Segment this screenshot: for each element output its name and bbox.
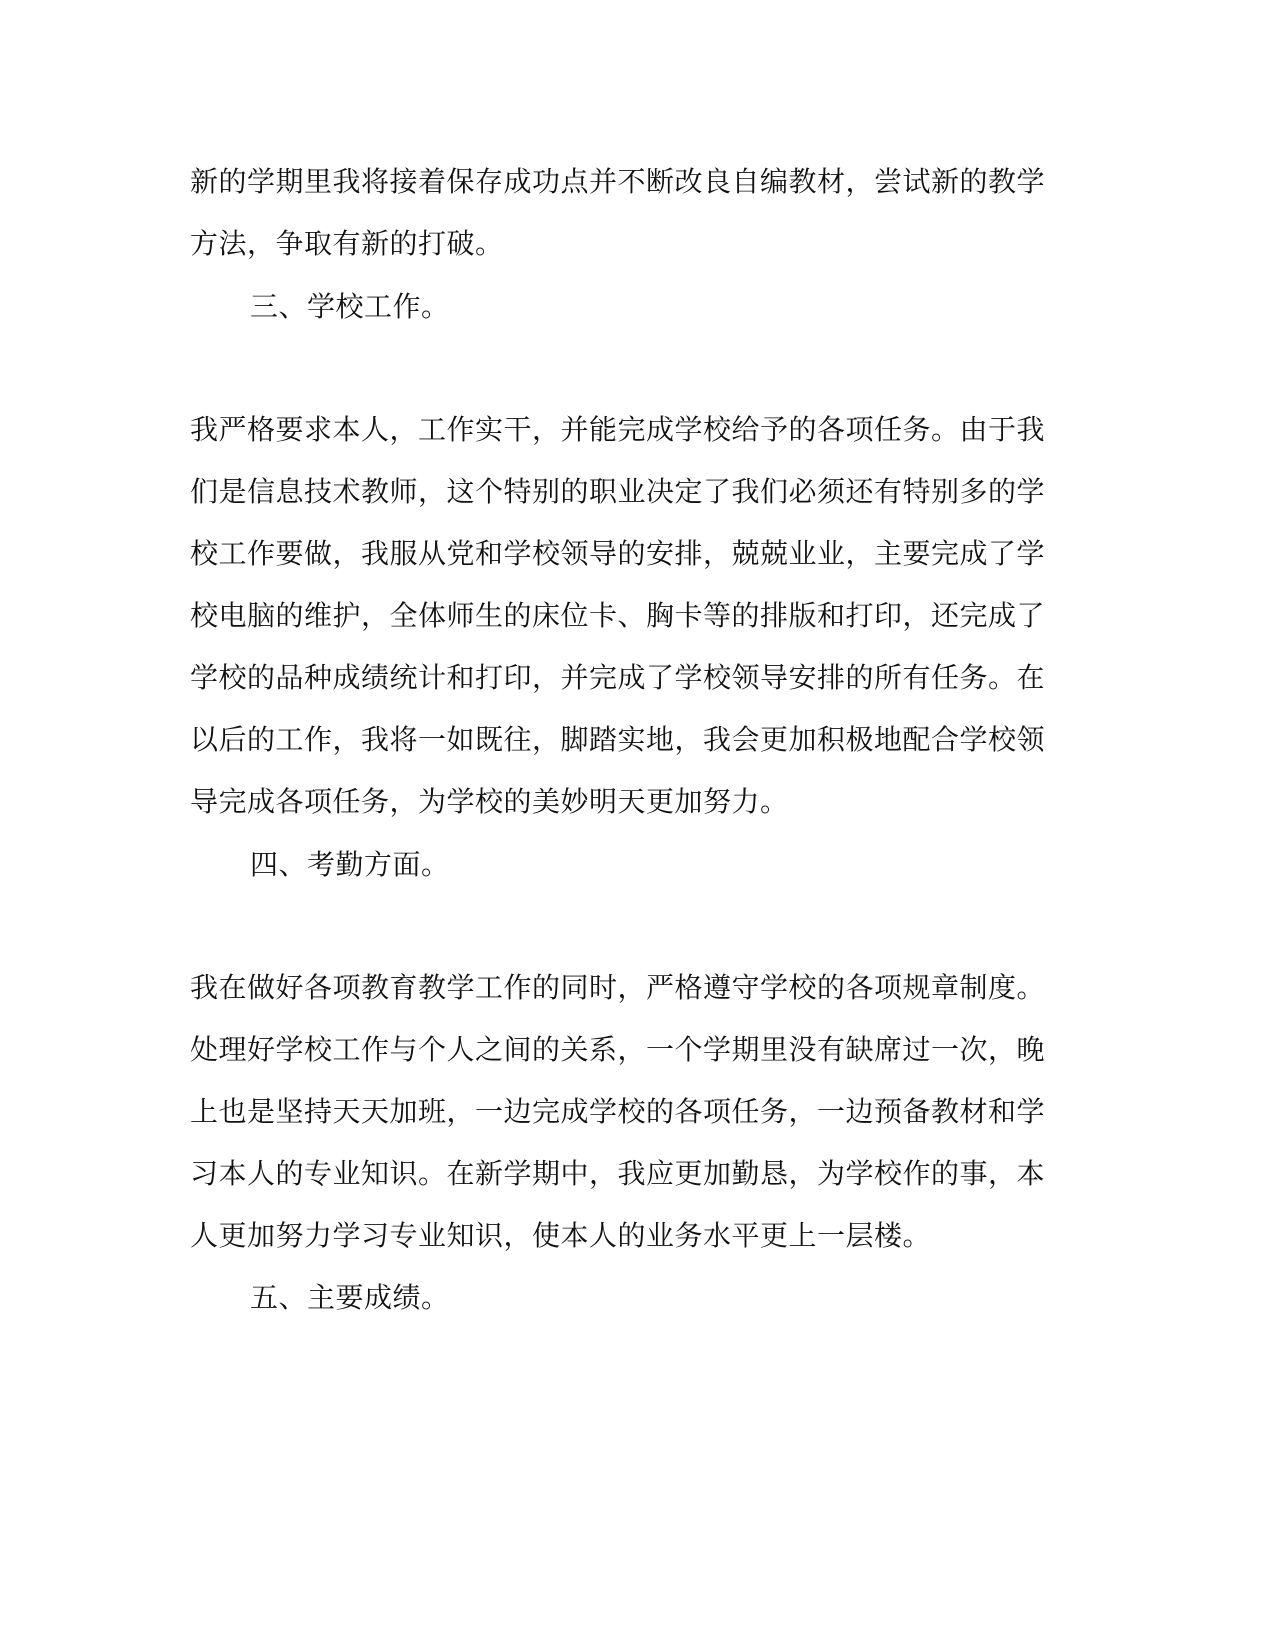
school-work-line-3: 校工作要做，我服从党和学校领导的安排，兢兢业业，主要完成了学 — [190, 537, 1046, 570]
school-work-line-5: 学校的品种成绩统计和打印，并完成了学校领导安排的所有任务。在 — [190, 661, 1046, 694]
attendance-line-4: 习本人的专业知识。在新学期中，我应更加勤恳，为学校作的事，本 — [190, 1157, 1046, 1190]
attendance-line-3: 上也是坚持天天加班，一边完成学校的各项任务，一边预备教材和学 — [190, 1095, 1046, 1128]
section-heading-attendance: 四、考勤方面。 — [250, 848, 450, 881]
school-work-line-2: 们是信息技术教师，这个特别的职业决定了我们必须还有特别多的学 — [190, 475, 1046, 508]
school-work-line-4: 校电脑的维护，全体师生的床位卡、胸卡等的排版和打印，还完成了 — [190, 599, 1046, 632]
intro-line-1: 新的学期里我将接着保存成功点并不断改良自编教材，尝试新的教学 — [190, 165, 1046, 198]
school-work-line-6: 以后的工作，我将一如既往，脚踏实地，我会更加积极地配合学校领 — [190, 723, 1046, 756]
attendance-line-5: 人更加努力学习专业知识，使本人的业务水平更上一层楼。 — [190, 1219, 932, 1252]
attendance-line-1: 我在做好各项教育教学工作的同时，严格遵守学校的各项规章制度。 — [190, 971, 1046, 1004]
attendance-line-2: 处理好学校工作与个人之间的关系，一个学期里没有缺席过一次，晚 — [190, 1033, 1046, 1066]
section-heading-school-work: 三、学校工作。 — [250, 290, 450, 323]
intro-line-2: 方法，争取有新的打破。 — [190, 227, 504, 260]
section-heading-achievements: 五、主要成绩。 — [250, 1281, 450, 1314]
school-work-line-7: 导完成各项任务，为学校的美妙明天更加努力。 — [190, 785, 789, 818]
school-work-line-1: 我严格要求本人，工作实干，并能完成学校给予的各项任务。由于我 — [190, 413, 1046, 446]
